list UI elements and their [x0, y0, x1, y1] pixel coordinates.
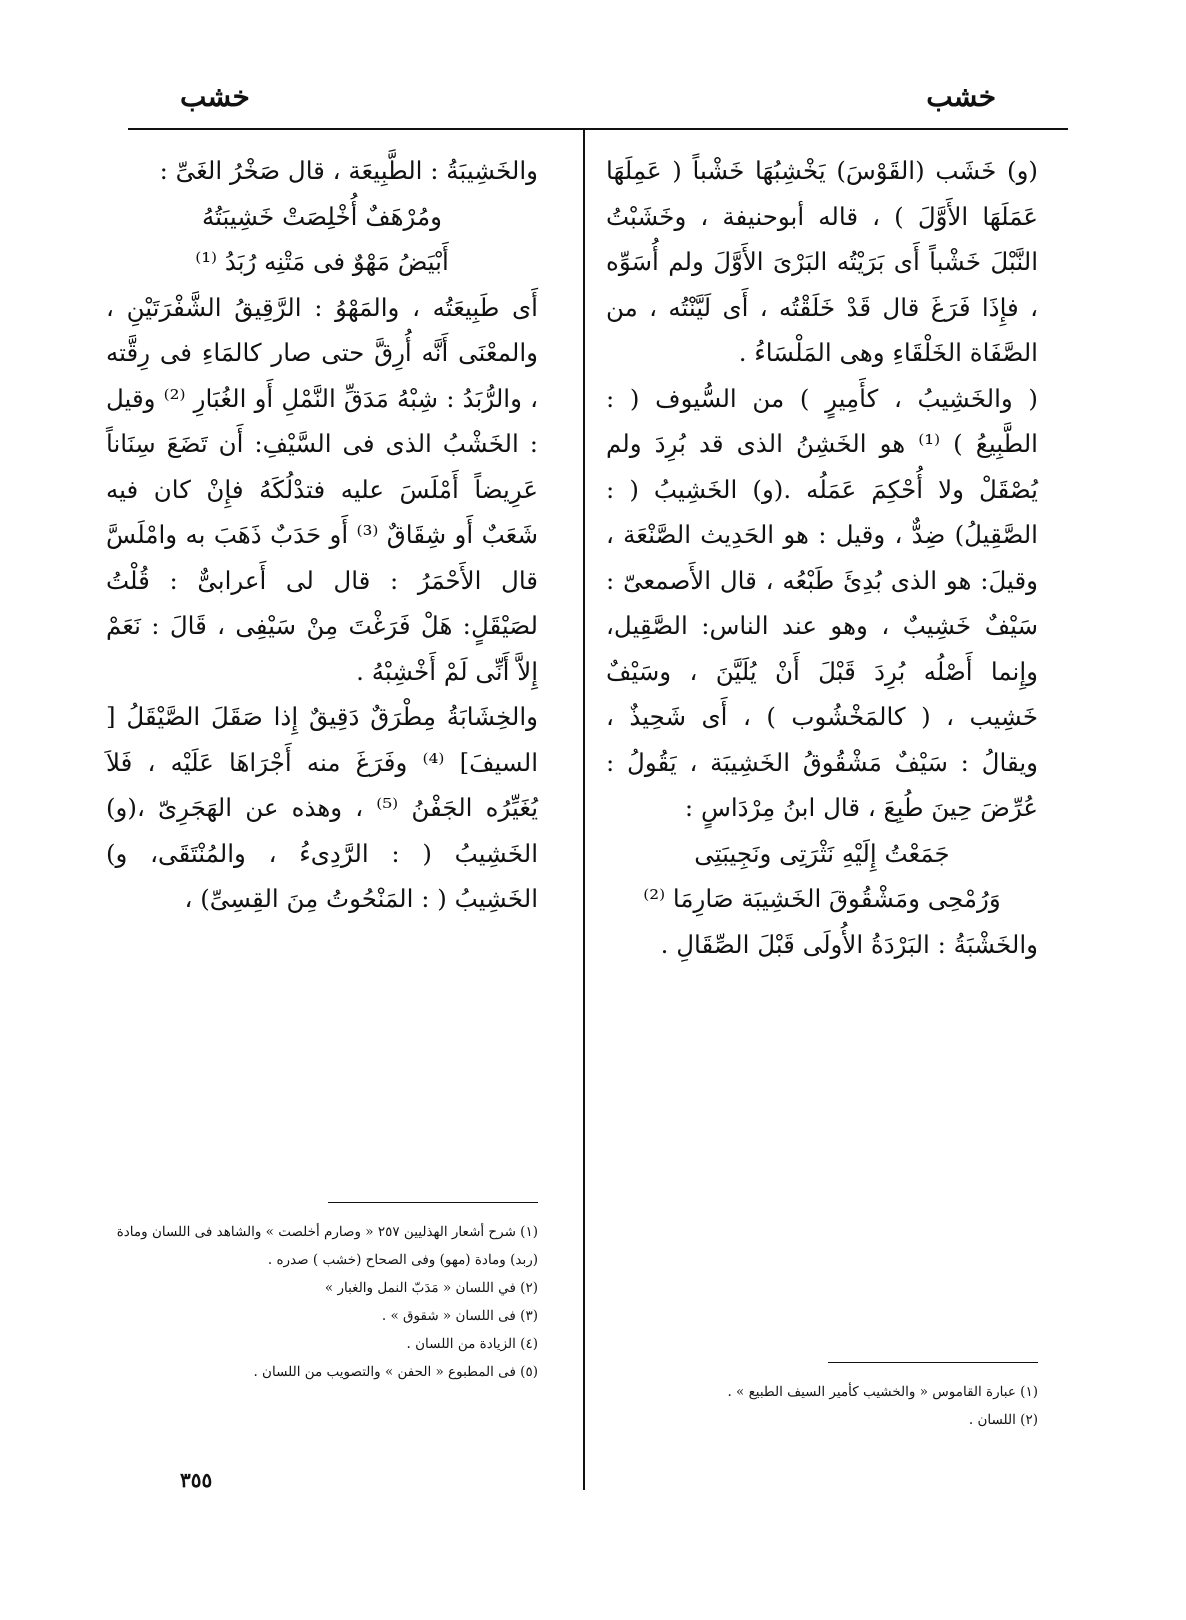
left-footnote-3: (٣) فى اللسان « شقوق » .: [381, 1308, 538, 1324]
left-verse-line-2: أَبْيَضُ مَهْوٌ فى مَتْنِه رُبَدُ ⁽¹⁾: [195, 247, 449, 276]
right-paragraph-1: (و) خَشَب (القَوْسَ) يَخْشِبُهَا خَشْباً ( عَمِلَهَا عَمَلَهَا الأَوَّلَ ) ، قاله أبوحنيفة ، وخَشَبْتُ النَّبْلَ خَشْباً أَى بَرَيْتُه البَرْىَ الأَوَّلَ ولم أُسَوِّه ، فإِذَا فَرَغَ قال قَدْ خَلَقْتُه ، أَى لَيَّنْتُه ، من الصَّفَاة الخَلْقَاءِ وهى المَلْسَاءُ .: [606, 156, 1038, 367]
left-footnotes: [106, 1218, 538, 1386]
running-head-right: خشب: [926, 80, 996, 113]
left-paragraph-1: أَى طَبِيعَتُه ، والمَهْوُ : الرَّقِيقُ الشَّفْرَتَيْنِ ، والمعْنَى أَنَّه أُرِقَّ حتى صار كالمَاءِ فى رِقَّته ، والرُّبَدُ : شِبْهُ مَدَقِّ النَّمْلِ أَو الغُبَارِ ⁽²⁾ وقيل : الخَشْبُ الذى فى السَّيْفِ: أَن تَضَعَ سِنَاناً عَرِيضاً أَمْلَسَ عليه فتدْلُكَهُ فإِنْ كان فيه شَعَبٌ أَو شِقَاقٌ ⁽³⁾ أَو حَدَبٌ ذَهَبَ به وامْلَسَّ قال الأَحْمَرُ : قال لى أَعرابىٌّ : قُلْتُ لصَيْقَلٍ: هَلْ فَرَغْتَ مِنْ سَيْفِى ، قَالَ : نَعَمْ إِلاَّ أَنِّى لَمْ أَخْشِبْهُ .: [106, 292, 538, 686]
left-footnote-1: (١) شرح أشعار الهذليين ٢٥٧ « وصارم أخلصت » والشاهد فى اللسان ومادة (ربد) ومادة (مهو) وفى الصحاح (خشب ) صدره .: [116, 1224, 538, 1268]
right-footnote-rule: [828, 1362, 1038, 1363]
right-verse-line-1: جَمَعْتُ إِلَيْهِ نَثْرَتِى ونَجِيبَتِى: [694, 838, 950, 868]
right-verse-line-2: وَرُمْحِى ومَشْقُوقَ الخَشِيبَة صَارِمَا ⁽²⁾: [643, 884, 1001, 913]
left-footnote-5: (٥) فى المطبوع « الحفن » والتصويب من اللسان .: [253, 1364, 538, 1380]
right-footnote-1: (١) عبارة القاموس « والخشيب كأمير السيف الطبيع » .: [727, 1384, 1038, 1400]
left-column: [106, 148, 538, 922]
left-footnote-2: (٢) في اللسان « مَدَبّ النمل والغبار »: [324, 1280, 538, 1296]
right-footnote-2: (٢) اللسان .: [968, 1412, 1038, 1428]
left-verse-line-1: ومُرْهَفٌ أُخْلِصَتْ خَشِيبَتُهُ: [201, 201, 442, 231]
left-footnote-4: (٤) الزيادة من اللسان .: [406, 1336, 538, 1352]
header-rule: [128, 128, 1068, 130]
left-opening-line: والخَشِيبَةُ : الطَّبِيعَة ، قال صَخْرُ الغَىِّ :: [159, 156, 538, 185]
right-footnotes: [606, 1378, 1038, 1434]
column-divider: [583, 128, 585, 1490]
right-column: [606, 148, 1038, 967]
page-number: ٣٥٥: [180, 1468, 213, 1492]
left-paragraph-2: والخِشَابَةُ مِطْرَقٌ دَقِيقٌ إِذا صَقَلَ الصَّيْقَلُ [ السيفَ] ⁽⁴⁾ وفَرَغَ منه أَجْرَاهَا عَلَيْه ، فَلاَ يُغَيِّرُه الجَفْنُ ⁽⁵⁾ ، وهذه عن الهَجَرِىّ ،(و) الخَشِيبُ ( : الرَّدِىءُ ، والمُنْتَقَى، و) الخَشِيبُ ( : المَنْحُوتُ مِنَ القِسِىِّ) ،: [106, 702, 539, 913]
left-footnote-rule: [328, 1202, 538, 1203]
running-head-left: خشب: [180, 80, 250, 113]
right-closing-paragraph: والخَشْبَةُ : البَرْدَةُ الأُولَى قَبْلَ الصِّقَالِ .: [660, 929, 1038, 959]
right-paragraph-2: ( والخَشِيبُ ، كأَمِيرٍ ) من السُّيوف ( : الطَّبِيعُ ) ⁽¹⁾ هو الخَشِنُ الذى قد بُرِدَ ولم يُصْقَلْ ولا أُحْكِمَ عَمَلُه .(و) الخَشِيبُ ( : الصَّقِيلُ) ضِدٌّ ، وقيل : هو الحَدِيث الصَّنْعَة ، وقيلَ: هو الذى بُدِئَ طَبْعُه ، قال الأَصمعىّ : سَيْفٌ خَشِيبٌ ، وهو عند الناس: الصَّقِيل، وإِنما أَصْلُه بُرِدَ قَبْلَ أَنْ يُلَيَّنَ ، وسَيْفٌ خَشِيب ، ( كالمَخْشُوب ) ، أَى شَحِيذٌ ، ويقالُ : سَيْفٌ مَشْقُوقُ الخَشِيبَة ، يَقُولُ : عُرِّضَ حِينَ طُبِعَ ، قال ابنُ مِرْدَاسٍ :: [606, 383, 1038, 822]
